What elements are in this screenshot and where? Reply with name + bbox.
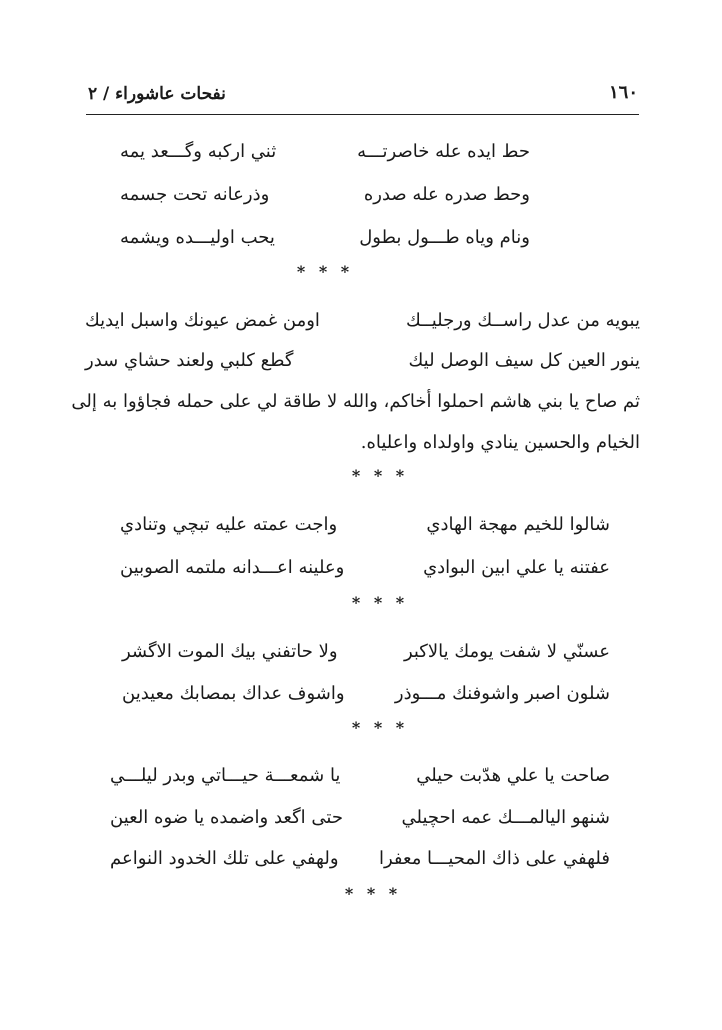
verse-line bbox=[120, 514, 610, 548]
second-hemistich: واجت عمته عليه تبچي وتنادي bbox=[120, 514, 338, 535]
first-hemistich: شنهو اليالمـــك عمه احچيلي bbox=[401, 807, 610, 828]
section-separator: * * * bbox=[351, 593, 409, 612]
first-hemistich: شلون اصبر واشوفنك مـــوذر bbox=[394, 683, 610, 704]
verse-line bbox=[120, 557, 610, 591]
second-hemistich: ولهفي على تلك الخدود النواعم bbox=[110, 848, 339, 869]
second-hemistich: وعلينه اعـــدانه ملتمه الصوبين bbox=[120, 557, 345, 578]
first-hemistich: فلهفي على ذاك المحيـــا معفرا bbox=[378, 848, 610, 869]
verse-line bbox=[110, 807, 610, 841]
first-hemistich: عسنّي لا شفت يومك يالاكبر bbox=[403, 641, 610, 662]
section-separator: * * * bbox=[296, 262, 354, 281]
verse-line bbox=[110, 765, 610, 799]
header-divider bbox=[86, 114, 639, 115]
verse-line bbox=[122, 683, 610, 717]
verse-line bbox=[120, 184, 530, 218]
first-hemistich: ينور العين كل سيف الوصل ليك bbox=[408, 350, 640, 371]
second-hemistich: گطع كلبي ولعند حشاي سدر bbox=[85, 350, 294, 371]
prose-line: الخيام والحسين ينادي واولداه واعلياه. bbox=[360, 432, 640, 453]
first-hemistich: عفتنه يا علي ابين البوادي bbox=[423, 557, 610, 578]
verse-line bbox=[85, 350, 640, 384]
second-hemistich: ثني اركبه وگـــعد يمه bbox=[120, 141, 277, 162]
first-hemistich: صاحت يا علي هدّبت حيلي bbox=[416, 765, 610, 786]
page-number: ١٦٠ bbox=[608, 82, 638, 103]
first-hemistich: وحط صدره عله صدره bbox=[363, 184, 530, 205]
first-hemistich: يبويه من عدل راســك ورجليــك bbox=[405, 310, 640, 331]
first-hemistich: شالوا للخيم مهجة الهادي bbox=[426, 514, 610, 535]
section-separator: * * * bbox=[351, 718, 409, 737]
first-hemistich: حط ايده عله خاصرتـــه bbox=[357, 141, 530, 162]
running-title: نفحات عاشوراء / ٢ bbox=[88, 84, 226, 104]
verse-line bbox=[110, 848, 610, 882]
second-hemistich: وذرعانه تحت جسمه bbox=[120, 184, 270, 205]
second-hemistich: اومن غمض عيونك واسبل ايديك bbox=[85, 310, 320, 331]
second-hemistich: حتى اگعد واضمده يا ضوه العين bbox=[110, 807, 343, 828]
page-header bbox=[88, 80, 638, 110]
second-hemistich: ولا حاتفني بيك الموت الاگشر bbox=[122, 641, 338, 662]
second-hemistich: واشوف عداك بمصابك معيدين bbox=[122, 683, 345, 704]
section-separator: * * * bbox=[344, 884, 402, 903]
first-hemistich: ونام وياه طـــول بطول bbox=[359, 227, 530, 248]
verse-line bbox=[85, 310, 640, 344]
prose-line: ثم صاح يا بني هاشم احملوا أخاكم، والله لا طاقة لي على حمله فجاؤوا به إلى bbox=[71, 391, 640, 412]
second-hemistich: يا شمعـــة حيـــاتي وبدر ليلـــي bbox=[110, 765, 341, 786]
section-separator: * * * bbox=[351, 466, 409, 485]
verse-line bbox=[120, 141, 530, 175]
second-hemistich: يحب اوليـــده ويشمه bbox=[120, 227, 275, 248]
verse-line bbox=[122, 641, 610, 675]
verse-line bbox=[120, 227, 530, 261]
